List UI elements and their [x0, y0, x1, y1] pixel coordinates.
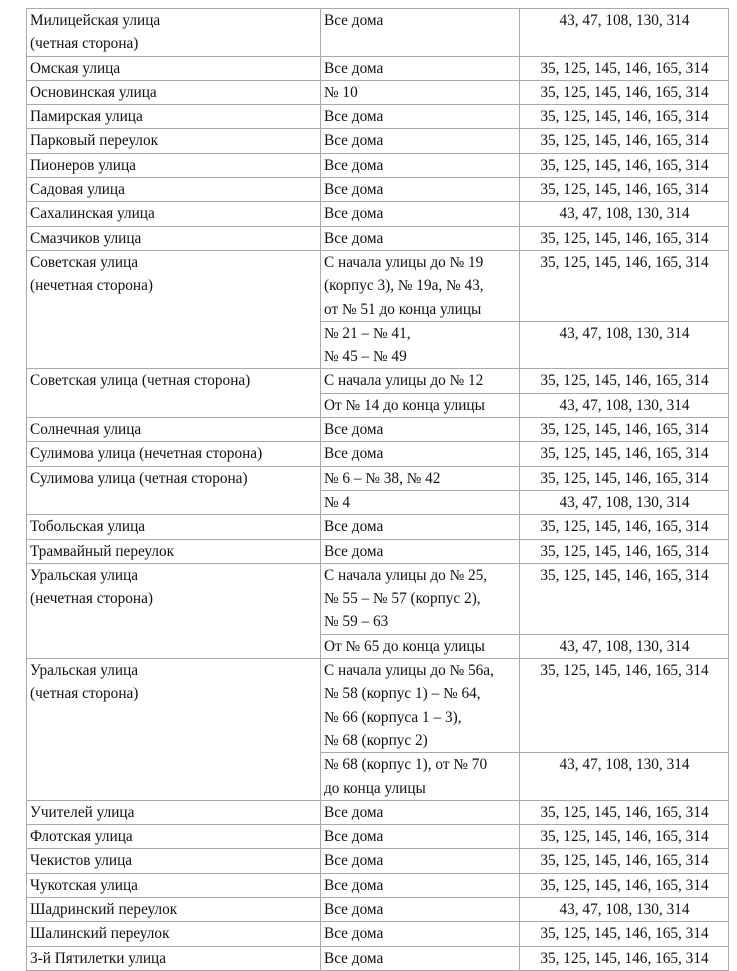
table-row	[27, 250, 729, 321]
houses-cell	[321, 466, 520, 490]
routes-cell	[520, 800, 729, 824]
street-name-line: Тобольская улица	[30, 518, 146, 536]
houses-line: № 58 (корпус 1) – № 64,	[324, 685, 481, 703]
street-name-line: Шадринский переулок	[30, 900, 178, 918]
route-numbers: 35, 125, 145, 146, 165, 314	[540, 662, 709, 680]
street-name-line: Чекистов улица	[30, 852, 133, 870]
street-cell	[27, 202, 321, 226]
houses-line: до конца улицы	[324, 779, 426, 797]
houses-line: Все дома	[324, 205, 384, 223]
houses-cell	[321, 825, 520, 849]
route-numbers: 35, 125, 145, 146, 165, 314	[540, 83, 709, 101]
routes-cell	[520, 490, 729, 514]
route-numbers: 35, 125, 145, 146, 165, 314	[540, 542, 709, 560]
street-cell	[27, 873, 321, 897]
street-name-line: Чукотская улица	[30, 876, 138, 894]
houses-cell	[321, 753, 520, 801]
street-name-line: Омская улица	[30, 59, 121, 77]
route-numbers: 35, 125, 145, 146, 165, 314	[540, 949, 709, 967]
houses-line: Все дома	[324, 421, 384, 439]
street-name-line: Шалинский переулок	[30, 925, 170, 943]
routes-cell	[520, 897, 729, 921]
houses-line: № 68 (корпус 2)	[324, 731, 428, 749]
street-cell	[27, 515, 321, 539]
houses-line: С начала улицы до № 12	[324, 372, 484, 390]
route-numbers: 35, 125, 145, 146, 165, 314	[540, 132, 709, 150]
houses-line: № 55 – № 57 (корпус 2),	[324, 590, 481, 608]
houses-line: Все дома	[324, 542, 384, 560]
street-cell	[27, 129, 321, 153]
street-name-line: Сахалинская улица	[30, 205, 155, 223]
route-numbers: 35, 125, 145, 146, 165, 314	[540, 445, 709, 463]
houses-cell	[321, 129, 520, 153]
routes-cell	[520, 80, 729, 104]
route-numbers: 35, 125, 145, 146, 165, 314	[540, 852, 709, 870]
street-name-line: Садовая улица	[30, 181, 125, 199]
houses-line: № 66 (корпуса 1 – 3),	[324, 708, 462, 726]
table-row	[27, 9, 729, 57]
houses-line: Все дома	[324, 900, 384, 918]
route-numbers: 35, 125, 145, 146, 165, 314	[540, 229, 709, 247]
routes-cell	[520, 56, 729, 80]
route-numbers: 43, 47, 108, 130, 314	[559, 205, 690, 223]
table-row	[27, 897, 729, 921]
street-name-line: (четная сторона)	[30, 35, 139, 53]
table-row	[27, 515, 729, 539]
street-name-line: 3-й Пятилетки улица	[30, 949, 167, 967]
routes-cell	[520, 634, 729, 658]
houses-cell	[321, 369, 520, 393]
street-name-line: Уральская улица	[30, 566, 139, 584]
routes-cell	[520, 129, 729, 153]
houses-line: От № 14 до конца улицы	[324, 396, 485, 414]
route-numbers: 35, 125, 145, 146, 165, 314	[540, 181, 709, 199]
street-name-line: Трамвайный переулок	[30, 542, 175, 560]
routes-cell	[520, 946, 729, 970]
street-cell	[27, 849, 321, 873]
houses-cell	[321, 849, 520, 873]
route-numbers: 35, 125, 145, 146, 165, 314	[540, 372, 709, 390]
routes-cell	[520, 659, 729, 753]
houses-line: № 59 – 63	[324, 613, 389, 631]
houses-line: Все дома	[324, 156, 384, 174]
street-cell	[27, 250, 321, 368]
houses-line: Все дома	[324, 518, 384, 536]
route-numbers: 35, 125, 145, 146, 165, 314	[540, 469, 709, 487]
route-numbers: 43, 47, 108, 130, 314	[559, 493, 690, 511]
street-cell	[27, 418, 321, 442]
street-name-line: Учителей улица	[30, 803, 135, 821]
street-name-line: Парковый переулок	[30, 132, 159, 150]
street-cell	[27, 178, 321, 202]
houses-cell	[321, 800, 520, 824]
houses-line: Все дома	[324, 132, 384, 150]
routes-cell	[520, 105, 729, 129]
street-name-line: Флотская улица	[30, 828, 133, 846]
houses-cell	[321, 105, 520, 129]
table-row	[27, 129, 729, 153]
street-name-line: Основинская улица	[30, 83, 157, 101]
houses-cell	[321, 321, 520, 369]
routes-cell	[520, 539, 729, 563]
table-row	[27, 825, 729, 849]
houses-line: от № 51 до конца улицы	[324, 300, 482, 318]
houses-line: С начала улицы до № 25,	[324, 566, 488, 584]
street-cell	[27, 105, 321, 129]
table-row	[27, 873, 729, 897]
routes-cell	[520, 250, 729, 321]
houses-line: Все дома	[324, 108, 384, 126]
routes-cell	[520, 202, 729, 226]
table-row	[27, 80, 729, 104]
table-body	[27, 9, 729, 971]
route-numbers: 35, 125, 145, 146, 165, 314	[540, 518, 709, 536]
houses-line: Все дома	[324, 445, 384, 463]
table-row	[27, 946, 729, 970]
route-numbers: 35, 125, 145, 146, 165, 314	[540, 253, 709, 271]
routes-cell	[520, 393, 729, 417]
street-cell	[27, 946, 321, 970]
houses-cell	[321, 178, 520, 202]
routes-cell	[520, 922, 729, 946]
table-row	[27, 922, 729, 946]
routes-cell	[520, 825, 729, 849]
street-name-line: Смазчиков улица	[30, 229, 142, 247]
street-name-line: Пионеров улица	[30, 156, 136, 174]
houses-line: Все дома	[324, 828, 384, 846]
street-cell	[27, 153, 321, 177]
route-numbers: 35, 125, 145, 146, 165, 314	[540, 925, 709, 943]
table-row	[27, 153, 729, 177]
houses-cell	[321, 56, 520, 80]
houses-cell	[321, 922, 520, 946]
table-row	[27, 539, 729, 563]
street-cell	[27, 539, 321, 563]
route-numbers: 35, 125, 145, 146, 165, 314	[540, 59, 709, 77]
houses-line: № 21 – № 41,	[324, 324, 411, 342]
table-row	[27, 202, 729, 226]
houses-cell	[321, 946, 520, 970]
table-row	[27, 226, 729, 250]
houses-cell	[321, 80, 520, 104]
street-name-line: (нечетная сторона)	[30, 590, 153, 608]
street-name-line: (нечетная сторона)	[30, 277, 153, 295]
houses-line: Все дома	[324, 803, 384, 821]
street-cell	[27, 922, 321, 946]
houses-cell	[321, 634, 520, 658]
street-cell	[27, 9, 321, 57]
street-cell	[27, 442, 321, 466]
houses-cell	[321, 9, 520, 57]
street-cell	[27, 897, 321, 921]
houses-line: Все дома	[324, 12, 384, 29]
route-numbers: 35, 125, 145, 146, 165, 314	[540, 828, 709, 846]
houses-cell	[321, 659, 520, 753]
houses-cell	[321, 490, 520, 514]
routes-cell	[520, 418, 729, 442]
routes-cell	[520, 9, 729, 57]
route-numbers: 43, 47, 108, 130, 314	[559, 900, 690, 918]
route-numbers: 35, 125, 145, 146, 165, 314	[540, 803, 709, 821]
street-cell	[27, 825, 321, 849]
table-row	[27, 659, 729, 753]
routes-cell	[520, 321, 729, 369]
street-name-line: Памирская улица	[30, 108, 143, 126]
table-row	[27, 442, 729, 466]
route-numbers: 43, 47, 108, 130, 314	[559, 756, 690, 774]
houses-line: Все дома	[324, 876, 384, 894]
houses-line: № 45 – № 49	[324, 348, 407, 366]
houses-cell	[321, 393, 520, 417]
table-row	[27, 418, 729, 442]
houses-line: (корпус 3), № 19а, № 43,	[324, 277, 484, 295]
routes-cell	[520, 178, 729, 202]
street-name-line: Уральская улица	[30, 662, 139, 680]
route-numbers: 35, 125, 145, 146, 165, 314	[540, 421, 709, 439]
houses-cell	[321, 873, 520, 897]
route-numbers: 43, 47, 108, 130, 314	[559, 324, 690, 342]
routes-cell	[520, 442, 729, 466]
table-row	[27, 369, 729, 393]
houses-line: № 10	[324, 83, 358, 101]
street-cell	[27, 56, 321, 80]
routes-cell	[520, 369, 729, 393]
street-name-line: Советская улица (четная сторона)	[30, 372, 251, 390]
street-name-line: Сулимова улица (нечетная сторона)	[30, 445, 263, 463]
street-cell	[27, 80, 321, 104]
houses-line: Все дома	[324, 852, 384, 870]
houses-cell	[321, 418, 520, 442]
street-name-line: Милицейская улица	[30, 12, 161, 29]
routes-cell	[520, 515, 729, 539]
route-numbers: 35, 125, 145, 146, 165, 314	[540, 108, 709, 126]
houses-line: Все дома	[324, 925, 384, 943]
street-name-line: Советская улица	[30, 253, 139, 271]
houses-line: № 68 (корпус 1), от № 70	[324, 756, 488, 774]
routes-cell	[520, 849, 729, 873]
route-numbers: 35, 125, 145, 146, 165, 314	[540, 566, 709, 584]
houses-line: Все дома	[324, 59, 384, 77]
route-numbers: 43, 47, 108, 130, 314	[559, 12, 690, 29]
route-numbers: 35, 125, 145, 146, 165, 314	[540, 156, 709, 174]
houses-cell	[321, 515, 520, 539]
street-cell	[27, 466, 321, 515]
houses-cell	[321, 250, 520, 321]
street-name-line: (четная сторона)	[30, 685, 139, 703]
routes-cell	[520, 873, 729, 897]
houses-line: От № 65 до конца улицы	[324, 637, 485, 655]
houses-cell	[321, 442, 520, 466]
houses-line: С начала улицы до № 56а,	[324, 662, 494, 680]
routes-cell	[520, 466, 729, 490]
houses-line: Все дома	[324, 229, 384, 247]
houses-cell	[321, 897, 520, 921]
table-row	[27, 105, 729, 129]
street-cell	[27, 659, 321, 801]
street-cell	[27, 800, 321, 824]
street-name-line: Сулимова улица (четная сторона)	[30, 469, 248, 487]
street-cell	[27, 563, 321, 658]
routes-cell	[520, 753, 729, 801]
houses-line: С начала улицы до № 19	[324, 253, 484, 271]
street-routes-table	[26, 8, 729, 971]
houses-line: № 6 – № 38, № 42	[324, 469, 441, 487]
table-row	[27, 800, 729, 824]
routes-cell	[520, 153, 729, 177]
table-row	[27, 563, 729, 634]
houses-line: № 4	[324, 493, 351, 511]
houses-line: Все дома	[324, 181, 384, 199]
table-row	[27, 466, 729, 490]
houses-cell	[321, 226, 520, 250]
houses-cell	[321, 202, 520, 226]
route-numbers: 43, 47, 108, 130, 314	[559, 396, 690, 414]
table-row	[27, 849, 729, 873]
routes-cell	[520, 226, 729, 250]
houses-cell	[321, 153, 520, 177]
street-cell	[27, 226, 321, 250]
houses-cell	[321, 539, 520, 563]
table-row	[27, 178, 729, 202]
houses-line: Все дома	[324, 949, 384, 967]
table-row	[27, 56, 729, 80]
street-name-line: Солнечная улица	[30, 421, 142, 439]
route-numbers: 35, 125, 145, 146, 165, 314	[540, 876, 709, 894]
routes-cell	[520, 563, 729, 634]
street-cell	[27, 369, 321, 418]
houses-cell	[321, 563, 520, 634]
route-numbers: 43, 47, 108, 130, 314	[559, 637, 690, 655]
